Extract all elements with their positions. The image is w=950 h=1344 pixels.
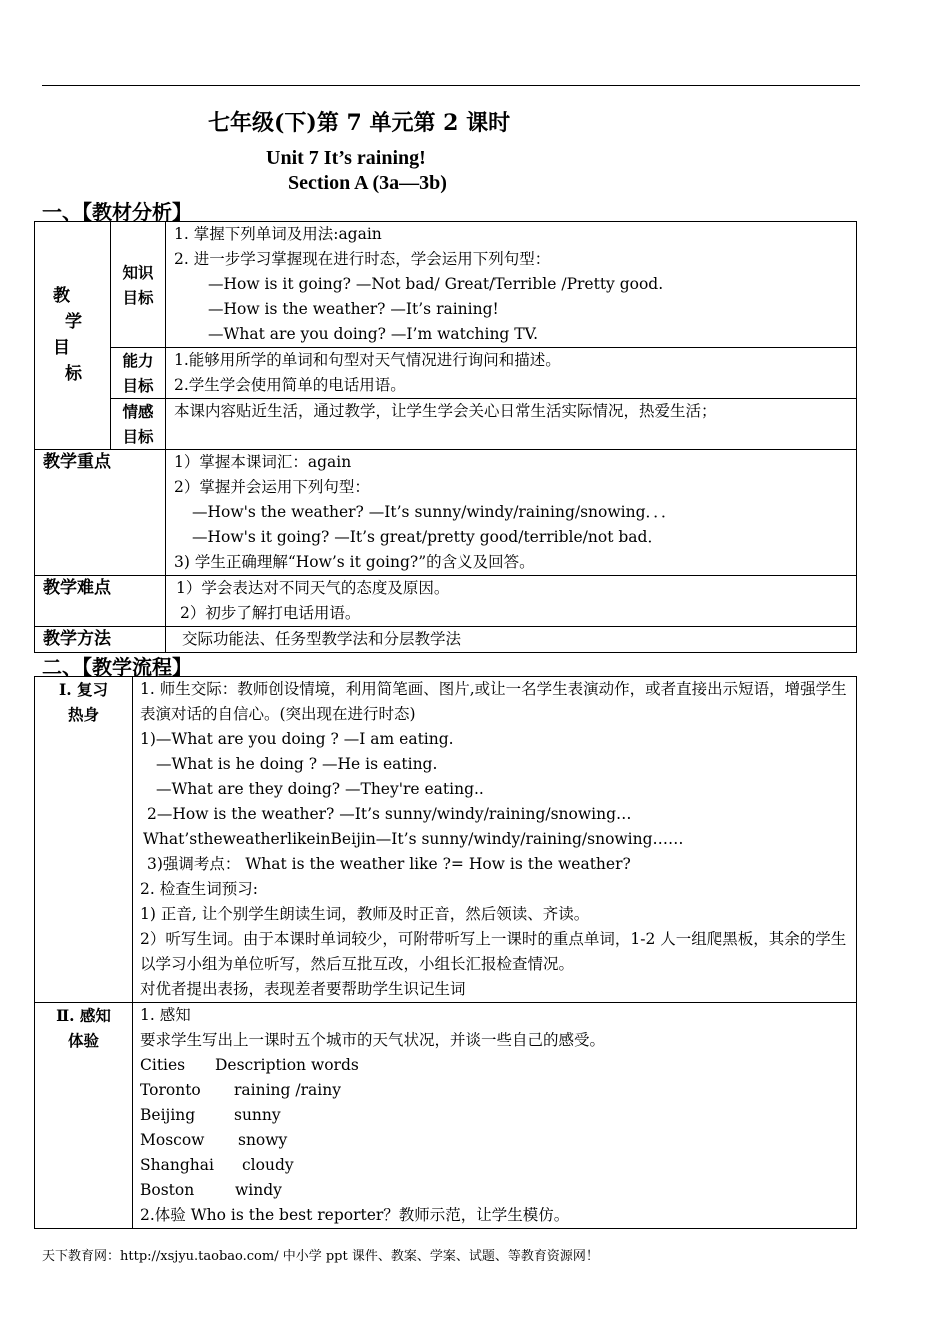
difficult-label: 教学难点: [43, 578, 111, 598]
city-word: cloudy: [242, 1156, 294, 1174]
step1-line: 3)强调考点： What is the weather like ?= How is the weather?: [147, 855, 631, 873]
key-line: 2）掌握并会运用下列句型：: [174, 478, 370, 496]
city-word: sunny: [234, 1106, 281, 1124]
knowledge-label-cell: [111, 222, 166, 348]
step1-line: —What are they doing? —They're eating..: [156, 780, 484, 798]
part1-heading: 一、【教材分析】: [42, 200, 192, 224]
difficult-label-cell: [35, 576, 166, 627]
city-word: raining /rainy: [234, 1081, 341, 1099]
step1-cell: [133, 677, 857, 1003]
step1-label: Ⅰ. 复习: [58, 680, 109, 699]
knowledge-line: 2. 进一步学习掌握现在进行时态，学会运用下列句型：: [174, 250, 551, 268]
step2-heading: 1. 感知: [140, 1006, 191, 1024]
knowledge-line: —How is the weather? —It’s raining!: [208, 300, 499, 318]
step1-line: What’stheweatherlikeinBeijin—It’s sunny/windy/raining/snowing……: [143, 830, 684, 848]
step2-label: 体验: [67, 1031, 99, 1050]
ability-cell: [166, 348, 857, 399]
knowledge-line: —What are you doing? —I’m watching TV.: [208, 325, 539, 343]
footer-text: 天下教育网：http://xsjyu.taobao.com/ 中小学 ppt 课件、教案、学案、试题、等教育资源网！: [42, 1249, 599, 1264]
method-line: 交际功能法、任务型教学法和分层教学法: [182, 630, 462, 648]
city-row: [140, 1078, 850, 1103]
step2-task: 要求学生写出上一课时五个城市的天气状况，并谈一些自己的感受。: [140, 1031, 606, 1049]
step1-label-cell: [35, 677, 133, 1003]
difficult-line: 1）学会表达对不同天气的态度及原因。: [176, 579, 450, 597]
city-word: windy: [235, 1181, 282, 1199]
emotion-cell: [166, 399, 857, 450]
key-label: 教学重点: [43, 452, 111, 472]
city-name: Shanghai: [140, 1156, 214, 1174]
key-line: —How's it going? —It’s great/pretty good/terrible/not bad．: [192, 528, 663, 546]
goal-label-char: 学: [65, 311, 82, 332]
knowledge-line: 1. 掌握下列单词及用法:again: [174, 225, 382, 243]
method-cell: [166, 627, 857, 653]
unit-title: Unit 7 It’s raining!: [266, 147, 426, 169]
goal-label-char: 标: [65, 363, 82, 384]
step1-line: —What is he doing ? —He is eating.: [156, 755, 438, 773]
step1-line: 1) 正音, 让个别学生朗读生词，教师及时正音，然后领读、齐读。: [140, 905, 590, 923]
section-title: Section A (3a—3b): [288, 172, 447, 194]
analysis-table: [34, 221, 857, 653]
key-line: —How's the weather? —It’s sunny/windy/raining/snowing．．．: [192, 503, 677, 521]
city-name: Beijing: [140, 1106, 196, 1124]
city-name: Boston: [140, 1181, 195, 1199]
emotion-label: 目标: [122, 427, 154, 446]
part2-heading: 二、【教学流程】: [42, 655, 192, 679]
emotion-label: 情感: [122, 402, 154, 421]
city-row: [140, 1178, 850, 1203]
word-header: Description words: [215, 1056, 359, 1074]
method-label-cell: [35, 627, 166, 653]
key-label-cell: [35, 450, 166, 576]
step1-line: 2. 检查生词预习:: [140, 880, 258, 898]
step1-last: 对优者提出表扬，表现差者要帮助学生识记生词: [140, 980, 466, 998]
key-line: 1）掌握本课词汇：again: [174, 453, 352, 471]
difficult-cell: [166, 576, 857, 627]
step2-label-cell: [35, 1003, 133, 1229]
ability-label: 目标: [122, 376, 154, 395]
step1-label: 热身: [67, 705, 99, 724]
city-word: snowy: [238, 1131, 288, 1149]
city-header: Cities: [140, 1056, 186, 1074]
difficult-line: 2）初步了解打电话用语。: [180, 604, 361, 622]
city-row: [140, 1103, 850, 1128]
ability-label: 能力: [122, 351, 154, 370]
ability-line: 1.能够用所学的单词和句型对天气情况进行询问和描述。: [174, 351, 561, 369]
city-name: Toronto: [140, 1081, 201, 1099]
step1-dictation: 2）听写生词。由于本课时单词较少，可附带听写上一课时的重点单词，1-2 人一组爬黑板，其余的学生以学习小组为单位听写，然后互批互改，小组长汇报检查情况。: [140, 930, 847, 973]
knowledge-cell: [166, 222, 857, 348]
city-table-header: [140, 1053, 850, 1078]
key-cell: [166, 450, 857, 576]
knowledge-line: —How is it going? —Not bad/ Great/Terrible /Pretty good.: [208, 275, 664, 293]
ability-line: 2.学生学会使用简单的电话用语。: [174, 376, 406, 394]
header-rule: [42, 85, 860, 86]
step1-intro: 1. 师生交际：教师创设情境，利用简笔画、图片,或让一名学生表演动作，或者直接出示短语，增强学生表演对话的自信心。(突出现在进行时态): [140, 680, 847, 723]
process-table: [34, 676, 857, 1229]
emotion-label-cell: [111, 399, 166, 450]
goal-label-char: 目: [53, 337, 70, 358]
city-row: [140, 1153, 850, 1178]
key-line: 3) 学生正确理解“How’s it going?”的含义及回答。: [174, 553, 535, 571]
goal-label-cell: [35, 222, 111, 450]
step2-label: Ⅱ. 感知: [56, 1006, 111, 1025]
knowledge-label: 目标: [122, 287, 154, 307]
knowledge-label: 知识: [122, 262, 154, 282]
page-title: 七年级(下)第 7 单元第 2 课时: [208, 110, 511, 136]
step1-line: 1)—What are you doing ? —I am eating.: [140, 730, 454, 748]
method-label: 教学方法: [43, 629, 111, 649]
city-row: [140, 1128, 850, 1153]
step2-last: 2.体验 Who is the best reporter？教师示范，让学生模仿。: [140, 1206, 570, 1224]
goal-label-char: 教: [53, 285, 70, 306]
emotion-line: 本课内容贴近生活，通过教学，让学生学会关心日常生活实际情况，热爱生活；: [174, 402, 717, 420]
city-name: Moscow: [140, 1131, 205, 1149]
step2-cell: [133, 1003, 857, 1229]
ability-label-cell: [111, 348, 166, 399]
step1-line: 2—How is the weather? —It’s sunny/windy/raining/snowing…: [147, 805, 632, 823]
